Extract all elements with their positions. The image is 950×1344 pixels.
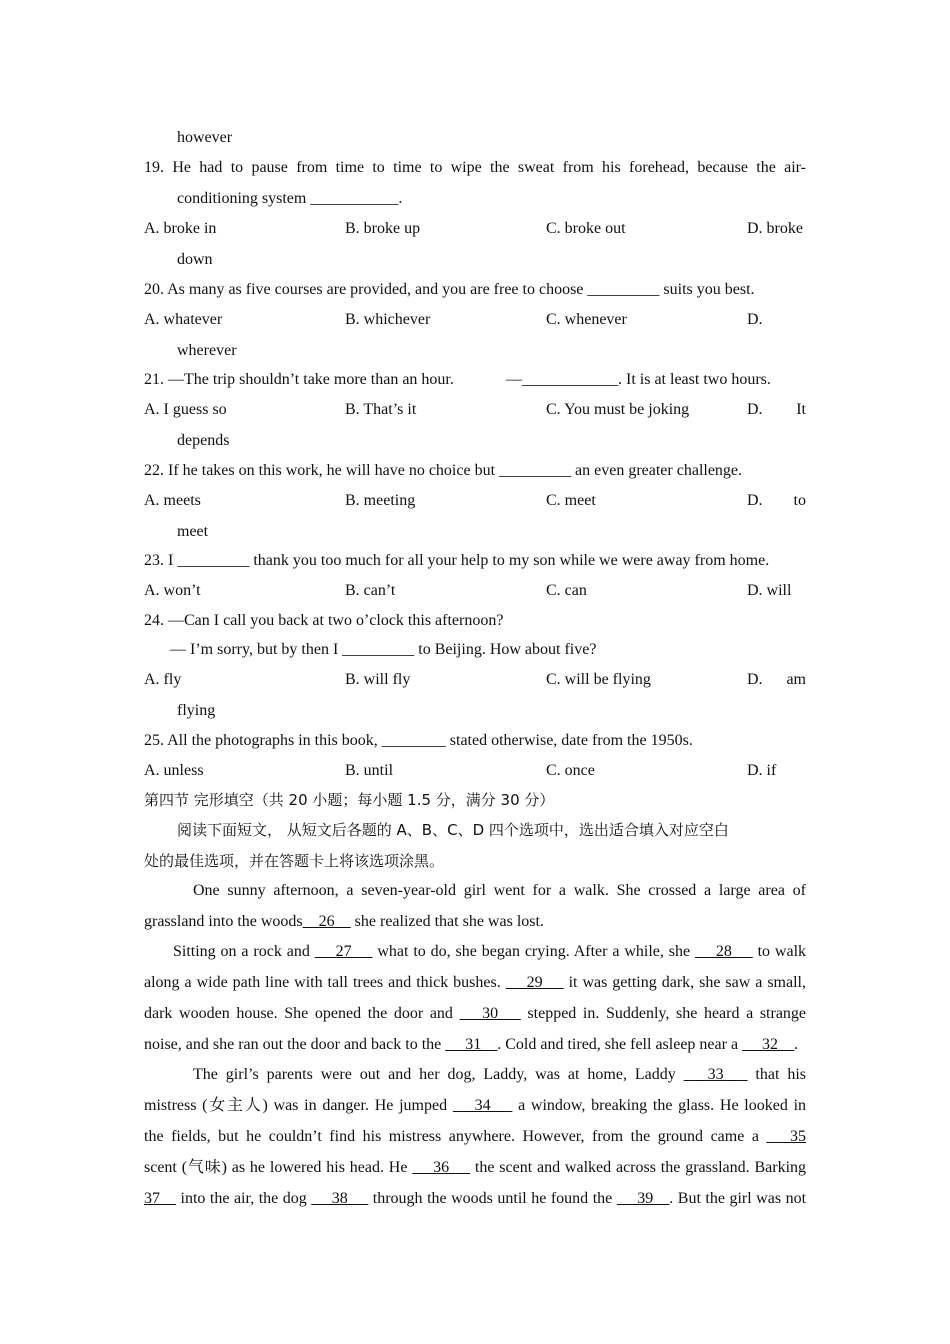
question-21-option-b: B. That’s it bbox=[345, 401, 417, 418]
passage-text: . bbox=[794, 1036, 799, 1053]
question-19-stem: 19. He had to pause from time to time to wipe the sweat from his forehead, because the air- bbox=[144, 159, 806, 176]
question-21-option-a: A. I guess so bbox=[144, 401, 227, 418]
question-22-stem: 22. If he takes on this work, he will have no choice but _________ an even greater challenge. bbox=[144, 462, 743, 479]
question-19-stem-continued: conditioning system ___________. bbox=[177, 190, 403, 207]
question-22-option-a: A. meets bbox=[144, 492, 201, 509]
passage-text: scent (气味) as he lowered his head. He bbox=[144, 1159, 413, 1176]
question-24-option-c: C. will be flying bbox=[546, 671, 651, 688]
passage-text: Sitting on a rock and bbox=[173, 943, 315, 960]
passage-text: through the woods until he found the bbox=[368, 1190, 617, 1207]
passage-text: The girl’s parents were out and her dog, Laddy, was at home, Laddy bbox=[193, 1066, 684, 1083]
question-20-option-d-continued: wherever bbox=[177, 342, 237, 359]
blank-31: __31__ bbox=[445, 1036, 498, 1053]
passage-text: mistress (女主人) was in danger. He jumped bbox=[144, 1097, 453, 1114]
passage-text: noise, and she ran out the door and back to the bbox=[144, 1036, 446, 1053]
question-22-option-d-text: to bbox=[793, 492, 806, 509]
question-22-option-c: C. meet bbox=[546, 492, 596, 509]
passage-line bbox=[144, 1158, 806, 1178]
passage-text: that his bbox=[747, 1066, 807, 1083]
question-24-option-a: A. fly bbox=[144, 671, 182, 688]
passage-line: One sunny afternoon, a seven-year-old girl went for a walk. She crossed a large area of bbox=[193, 882, 806, 899]
question-19-option-d-continued: down bbox=[177, 251, 213, 268]
question-24-option-d bbox=[747, 670, 806, 690]
passage-line bbox=[144, 1127, 806, 1147]
question-21-option-d bbox=[747, 400, 806, 420]
blank-26: __26__ bbox=[302, 913, 351, 930]
passage-text: what to do, she began crying. After a while, she bbox=[372, 943, 695, 960]
question-21-option-d-continued: depends bbox=[177, 432, 230, 449]
question-20-option-b: B. whichever bbox=[345, 311, 431, 328]
passage-line bbox=[144, 1189, 806, 1209]
blank-35: __35 bbox=[766, 1128, 807, 1145]
passage-text: . Cold and tired, she fell asleep near a bbox=[497, 1036, 743, 1053]
question-20-option-c: C. whenever bbox=[546, 311, 627, 328]
question-24-option-d-letter: D. bbox=[747, 671, 763, 688]
blank-38: __38__ bbox=[311, 1190, 369, 1207]
question-21-prompt: 21. —The trip shouldn’t take more than an hour. bbox=[144, 371, 454, 388]
question-25-option-a: A. unless bbox=[144, 762, 204, 779]
question-22-option-b: B. meeting bbox=[345, 492, 416, 509]
passage-text: stepped in. Suddenly, she heard a strange bbox=[520, 1005, 807, 1022]
blank-36: __36__ bbox=[412, 1159, 471, 1176]
blank-33: __33__ bbox=[683, 1066, 748, 1083]
question-21-option-d-letter: D. bbox=[747, 401, 763, 418]
passage-text: into the air, the dog bbox=[176, 1190, 312, 1207]
blank-30: __30__ bbox=[459, 1005, 521, 1022]
passage-text: the scent and walked across the grassland. Barking bbox=[470, 1159, 807, 1176]
question-25-option-d: D. if bbox=[747, 762, 777, 779]
passage-line bbox=[173, 942, 806, 962]
question-19-option-d: D. broke bbox=[747, 220, 803, 237]
question-23-option-c: C. can bbox=[546, 582, 587, 599]
passage-line bbox=[144, 1004, 806, 1024]
section-instruction-line-1: 阅读下面短文， 从短文后各题的 A、B、C、D 四个选项中，选出适合填入对应空白 bbox=[177, 821, 729, 839]
passage-line bbox=[193, 1065, 806, 1085]
question-19-option-a: A. broke in bbox=[144, 220, 217, 237]
passage-text: . But the girl was not bbox=[669, 1190, 807, 1207]
question-22-option-d-continued: meet bbox=[177, 523, 209, 540]
question-24-option-d-continued: flying bbox=[177, 702, 216, 719]
blank-29: __29__ bbox=[505, 974, 564, 991]
question-23-option-a: A. won’t bbox=[144, 582, 201, 599]
blank-32: __32__ bbox=[742, 1036, 795, 1053]
question-23-option-b: B. can’t bbox=[345, 582, 396, 599]
blank-28: __28__ bbox=[694, 943, 753, 960]
passage-text: along a wide path line with tall trees and thick bushes. bbox=[144, 974, 506, 991]
blank-34: __34__ bbox=[452, 1097, 513, 1114]
question-24-stem: 24. —Can I call you back at two o’clock this afternoon? bbox=[144, 612, 504, 629]
question-25-stem: 25. All the photographs in this book, ________ stated otherwise, date from the 1950s. bbox=[144, 732, 693, 749]
blank-39: __39__ bbox=[616, 1190, 670, 1207]
question-22-option-d-letter: D. bbox=[747, 492, 763, 509]
question-21-option-c: C. You must be joking bbox=[546, 401, 690, 418]
passage-text: the fields, but he couldn’t find his mistress anywhere. However, from the ground came a bbox=[144, 1128, 767, 1145]
question-23-option-d: D. will bbox=[747, 582, 792, 599]
question-20-stem: 20. As many as five courses are provided, and you are free to choose _________ suits you best. bbox=[144, 281, 755, 298]
question-24-option-b: B. will fly bbox=[345, 671, 411, 688]
question-24-option-d-text: am bbox=[786, 671, 806, 688]
question-20-option-d: D. bbox=[747, 311, 763, 328]
question-19-option-b: B. broke up bbox=[345, 220, 421, 237]
passage-line bbox=[144, 973, 806, 993]
passage-text: dark wooden house. She opened the door and bbox=[144, 1005, 460, 1022]
passage-text: it was getting dark, she saw a small, bbox=[563, 974, 806, 991]
question-25-option-b: B. until bbox=[345, 762, 394, 779]
question-23-stem: 23. I _________ thank you too much for all your help to my son while we were away from home. bbox=[144, 552, 770, 569]
passage-text: a window, breaking the glass. He looked in bbox=[512, 1097, 807, 1114]
blank-37: 37__ bbox=[144, 1190, 176, 1207]
question-21-reply: —____________. It is at least two hours. bbox=[506, 371, 771, 388]
passage-text: grassland into the woods bbox=[144, 913, 303, 930]
question-18-option-continuation: however bbox=[177, 129, 233, 146]
passage-line bbox=[144, 1035, 806, 1055]
question-21-stem bbox=[144, 370, 806, 390]
question-24-reply: — I’m sorry, but by then I _________ to Beijing. How about five? bbox=[170, 641, 597, 658]
passage-text: to walk bbox=[752, 943, 807, 960]
question-21-option-d-text: It bbox=[796, 401, 806, 418]
question-20-option-a: A. whatever bbox=[144, 311, 223, 328]
blank-27: __27__ bbox=[314, 943, 373, 960]
section-instruction-line-2: 处的最佳选项，并在答题卡上将该选项涂黑。 bbox=[144, 852, 445, 870]
question-19-option-c: C. broke out bbox=[546, 220, 626, 237]
section-heading: 第四节 完形填空（共 20 小题；每小题 1.5 分，满分 30 分） bbox=[144, 791, 555, 809]
passage-line bbox=[144, 1096, 806, 1116]
question-22-option-d bbox=[747, 491, 806, 511]
question-25-option-c: C. once bbox=[546, 762, 595, 779]
passage-text: she realized that she was lost. bbox=[350, 913, 544, 930]
passage-line bbox=[144, 912, 806, 932]
